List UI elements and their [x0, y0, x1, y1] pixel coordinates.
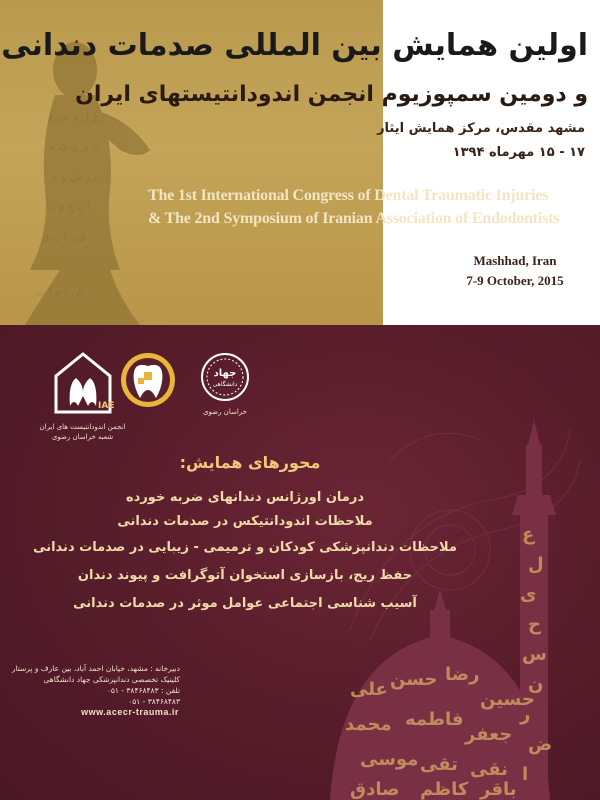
svg-text:صادق: صادق — [350, 779, 400, 800]
svg-text:س: س — [522, 644, 547, 665]
svg-text:ب ی ن ک ه: ب ی ن ک ه — [50, 142, 102, 153]
svg-text:جعفر: جعفر — [465, 724, 513, 745]
svg-text:ع: ع — [522, 524, 535, 545]
jahad-logo-subtext: دانشگاهی — [212, 381, 238, 388]
endo-caption-line-1: انجمن اندودانتیست های ایران — [39, 423, 126, 431]
svg-text:د ر ش و م: د ر ش و م — [52, 172, 98, 183]
contact-line: ۰۵۱ - ۳۸۴۶۸۴۸۳ — [128, 697, 180, 706]
svg-text:ص د م ا ت: ص د م ا ت — [36, 287, 84, 298]
contact-line: تلفن : ۳۸۴۶۸۴۸۳ - ۰۵۱ — [106, 686, 180, 695]
shrine-calligraphy-illustration — [345, 325, 600, 800]
svg-text:ی: ی — [520, 584, 537, 605]
svg-text:حسین: حسین — [480, 689, 535, 710]
contact-line: دبیرخانه : مشهد، خیابان احمد آباد، بین عارف و پرستار — [11, 664, 180, 673]
topic-item: درمان اورژانس دندانهای ضربه خورده — [125, 490, 365, 505]
svg-text:ض: ض — [528, 734, 553, 755]
endodontists-association-logo — [48, 348, 118, 418]
title-fa-secondary: و دومین سمپوزیوم انجمن اندودانتیستهای ایران — [75, 82, 588, 107]
website-link[interactable]: www.acecr-trauma.ir — [81, 707, 179, 717]
svg-text:نقی: نقی — [470, 759, 508, 780]
jahad-logo-caption: خراسان رضوی — [203, 408, 247, 416]
topic-item: آسیب شناسی اجتماعی عوامل موثر در صدمات دندانی — [73, 596, 417, 611]
svg-text:حسن: حسن — [390, 669, 438, 690]
svg-text:ل: ل — [528, 554, 544, 575]
endo-caption-line-2: شعبه خراسان رضوی — [51, 433, 114, 441]
svg-text:تقی: تقی — [420, 754, 458, 775]
topic-item: ملاحظات اندودانتیکس در صدمات دندانی — [117, 514, 373, 529]
dates-en: 7-9 October, 2015 — [466, 273, 564, 288]
title-fa-primary: اولین همایش بین المللی صدمات دندانی — [1, 28, 588, 63]
tooth-congress-logo — [118, 350, 178, 410]
svg-text:ن: ن — [528, 674, 544, 695]
topics-heading: محورهای همایش: — [179, 453, 321, 472]
topic-item: ملاحظات دندانپزشکی کودکان و ترمیمی - زیبایی در صدمات دندانی — [33, 540, 457, 555]
svg-text:فاطمه: فاطمه — [405, 709, 464, 730]
svg-text:کاظم: کاظم — [420, 779, 469, 800]
svg-text:IAE: IAE — [98, 401, 115, 411]
jahad-logo-text: جهاد — [213, 368, 237, 379]
svg-text:ا: ا — [522, 764, 529, 785]
venue-fa: مشهد مقدس، مرکز همایش ایثار — [377, 121, 585, 136]
svg-text:ح ل م س ع: ح ل م س ع — [48, 112, 99, 123]
endo-logo-caption — [25, 422, 140, 442]
svg-text:ح: ح — [528, 614, 541, 635]
title-en-line-2: & The 2nd Symposium of Iranian Association of Endodontists — [148, 210, 560, 227]
svg-text:رضا: رضا — [445, 664, 480, 685]
contact-line: کلینیک تخصصی دندانپزشکی جهاد دانشگاهی — [43, 675, 180, 684]
svg-text:علی: علی — [350, 679, 388, 700]
place-en: Mashhad, Iran — [473, 253, 557, 268]
top-band — [0, 0, 600, 325]
title-en-line-1: The 1st International Congress of Dental Traumatic Injuries — [148, 187, 549, 204]
date-fa: ۱۷ - ۱۵ مهرماه ۱۳۹۴ — [452, 145, 585, 160]
svg-text:باقر: باقر — [480, 779, 517, 800]
svg-text:ی ر ا ن ی: ی ر ا ن ی — [42, 232, 86, 243]
svg-text:ر: ر — [520, 704, 531, 725]
svg-text:محمد: محمد — [345, 714, 392, 735]
svg-text:موسی: موسی — [360, 749, 419, 770]
jahad-daneshgahi-logo — [200, 352, 250, 402]
topic-item: حفظ ریج، بازسازی استخوان آتوگرافت و پیوند دندان — [77, 568, 413, 583]
svg-text:ا ن ج م ن: ا ن ج م ن — [48, 202, 91, 213]
